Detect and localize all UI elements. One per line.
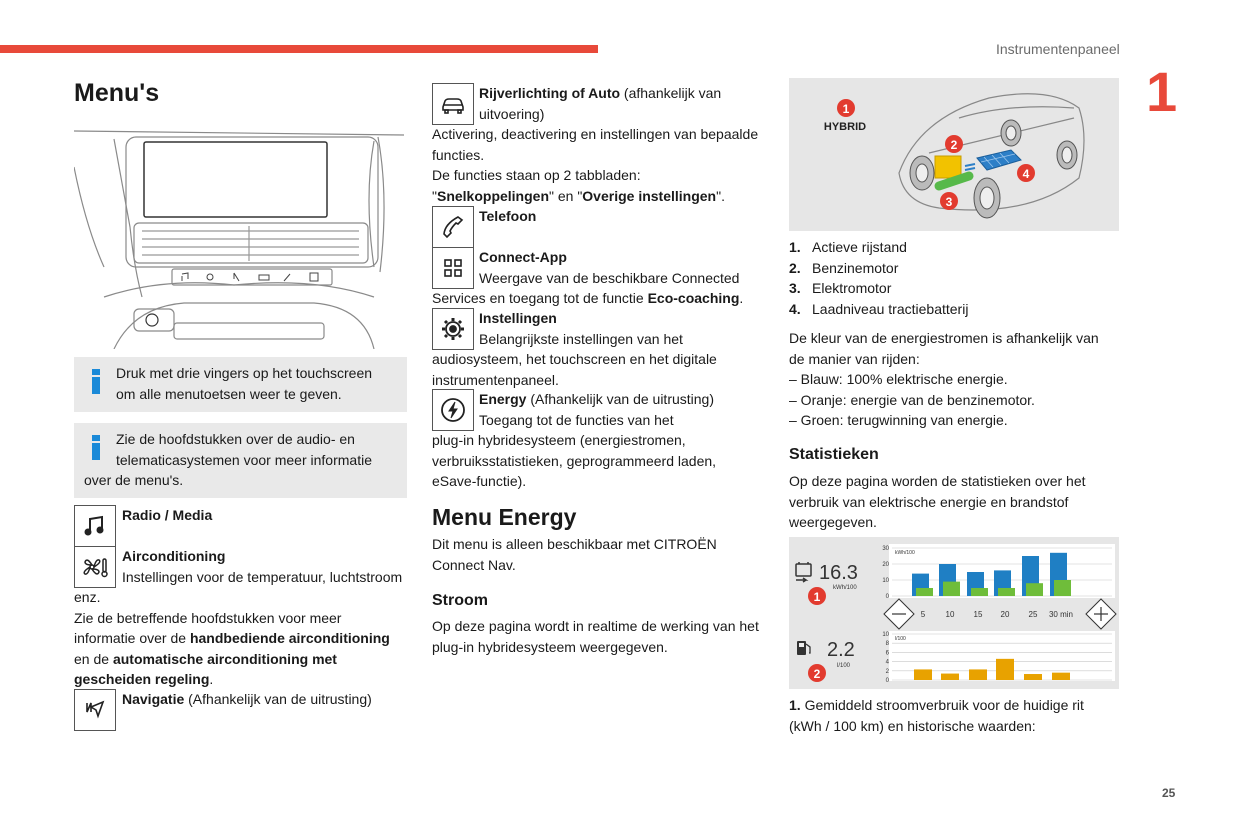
zoom-out-button[interactable] <box>884 599 914 629</box>
energy-icon <box>432 389 474 431</box>
bar-groen-30-min <box>1054 580 1071 596</box>
navigation-title: Navigatie <box>122 691 185 707</box>
energy-color-text: De kleur van de energiestromen is afhankelijk van de manier van rijden: – Blauw: 100% elektrische energie. – Oranje: energie van de benzinemotor. – Groen: terugwinning van energie. <box>789 330 1099 428</box>
settings-gear-icon <box>432 308 474 350</box>
rijverlichting-text: Activering, deactivering en instellingen van bepaalde functies. De functies staan op 2 tabbladen: "Snelkoppelingen" en "Overige instellingen". <box>432 126 759 204</box>
y-tick-label: 20 <box>882 562 889 568</box>
bar-groen-15 <box>971 588 988 596</box>
y-tick-label: 4 <box>885 659 889 666</box>
bar-oranje-5 <box>914 669 932 680</box>
svg-text:4: 4 <box>1022 167 1030 181</box>
list-item: 4. Laadniveau tractiebatterij <box>789 300 969 317</box>
telefoon-title: Telefoon <box>479 208 537 224</box>
svg-text:1: 1 <box>842 102 850 116</box>
section-title: Instrumentenpaneel <box>996 41 1120 57</box>
fuel-pump-icon <box>797 641 810 655</box>
hybrid-label: HYBRID <box>823 121 867 133</box>
wheel-rear-right <box>1001 120 1021 146</box>
y-tick-label: 30 <box>882 546 889 552</box>
menu-energy-heading: Menu Energy <box>432 504 577 530</box>
list-item: 2. Benzinemotor <box>789 259 899 276</box>
music-note-icon <box>74 505 116 547</box>
fuel-consumption-unit: l/100 <box>837 663 851 669</box>
page-title: Menu's <box>74 79 160 107</box>
page-number: 25 <box>1162 786 1176 800</box>
radio-media-title: Radio / Media <box>122 507 213 523</box>
fuel-consumption-value: 2.2 <box>827 639 855 661</box>
info-icon <box>92 369 100 394</box>
bar-oranje-20 <box>996 659 1014 680</box>
x-tick-label: 10 <box>945 610 955 619</box>
list-item: 1. Actieve rijstand <box>789 239 907 255</box>
airconditioning-title: Airconditioning <box>122 548 226 564</box>
wheel-front-left <box>974 178 1000 218</box>
connect-app-title: Connect-App <box>479 249 567 265</box>
list-item: 3. Elektromotor <box>789 280 892 296</box>
info-icon <box>92 435 100 460</box>
connect-app-grid-icon <box>432 247 474 289</box>
hybrid-energy-flow-figure <box>789 78 1119 231</box>
elec-consumption-unit: kWh/100 <box>833 585 857 591</box>
legend-list <box>789 237 968 319</box>
fan-temperature-icon <box>74 546 116 588</box>
marker-4 <box>1017 164 1035 182</box>
x-tick-label: 5 <box>920 610 926 619</box>
y-axis-unit-label: kWh/100 <box>895 550 915 556</box>
x-axis-ticks <box>921 610 1073 619</box>
x-tick-label: 30 min <box>1048 610 1074 619</box>
bar-oranje-30-min <box>1052 673 1070 680</box>
dashboard-illustration <box>74 127 406 349</box>
marker-1 <box>837 99 855 117</box>
instellingen-title: Instellingen <box>479 310 557 326</box>
svg-text:1: 1 <box>813 590 821 604</box>
airconditioning-text: enz. Zie de betreffende hoofdstukken voor meer informatie over de handbediende airconditioning en de automatische airconditioning met gescheiden regeling. <box>74 589 390 687</box>
y-tick-label: 10 <box>882 632 889 638</box>
svg-text:2: 2 <box>813 667 821 681</box>
statistieken-heading: Statistieken <box>789 446 879 463</box>
marker-3 <box>940 192 958 210</box>
bar-oranje-25 <box>1024 674 1042 680</box>
svg-text:3: 3 <box>945 195 953 209</box>
statistics-caption: 1. Gemiddeld stroomverbruik voor de huidige rit (kWh / 100 km) en historische waarden: <box>789 697 1084 734</box>
energy-title: Energy <box>479 391 527 407</box>
info-box-2: Zie de hoofdstukken over de audio- en telematicasystemen voor meer informatie over de menu's. <box>74 423 407 498</box>
bar-oranje-15 <box>969 669 987 680</box>
bar-groen-5 <box>916 588 933 596</box>
stroom-heading: Stroom <box>432 592 488 609</box>
marker-1 <box>808 587 826 605</box>
y-tick-label: 8 <box>885 641 889 648</box>
y-tick-label: 2 <box>885 668 889 675</box>
header-red-bar <box>0 45 598 53</box>
zoom-in-button[interactable] <box>1086 599 1116 629</box>
battery-charge-icon <box>796 562 811 582</box>
bar-groen-10 <box>943 582 960 596</box>
elec-consumption-value: 16.3 <box>819 562 858 584</box>
chapter-number: 1 <box>1146 60 1178 123</box>
x-tick-label: 25 <box>1028 610 1038 619</box>
marker-2 <box>808 664 826 682</box>
navigation-icon <box>74 689 116 731</box>
bar-groen-20 <box>998 588 1015 596</box>
x-tick-label: 15 <box>973 610 983 619</box>
svg-text:2: 2 <box>950 138 958 152</box>
wheel-front-right <box>1057 141 1077 169</box>
petrol-engine-block <box>935 156 961 178</box>
phone-icon <box>432 206 474 248</box>
y-tick-label: 10 <box>882 578 889 584</box>
bar-groen-25 <box>1026 583 1043 596</box>
wheel-rear-left <box>910 156 934 190</box>
traction-battery <box>977 150 1021 170</box>
marker-2 <box>945 135 963 153</box>
car-lights-icon <box>432 83 474 125</box>
y-tick-label: 0 <box>885 678 889 684</box>
statistics-figure <box>789 537 1119 689</box>
x-tick-label: 20 <box>1000 610 1010 619</box>
y-tick-label: 0 <box>885 594 889 600</box>
bar-oranje-10 <box>941 674 959 680</box>
rijverlichting-title: Rijverlichting of Auto <box>479 85 621 101</box>
y-tick-label: 6 <box>885 650 889 657</box>
y-axis-unit-label: l/100 <box>895 636 906 642</box>
info-box-1: Druk met drie vingers op het touchscreen om alle menutoetsen weer te geven. <box>74 357 407 412</box>
